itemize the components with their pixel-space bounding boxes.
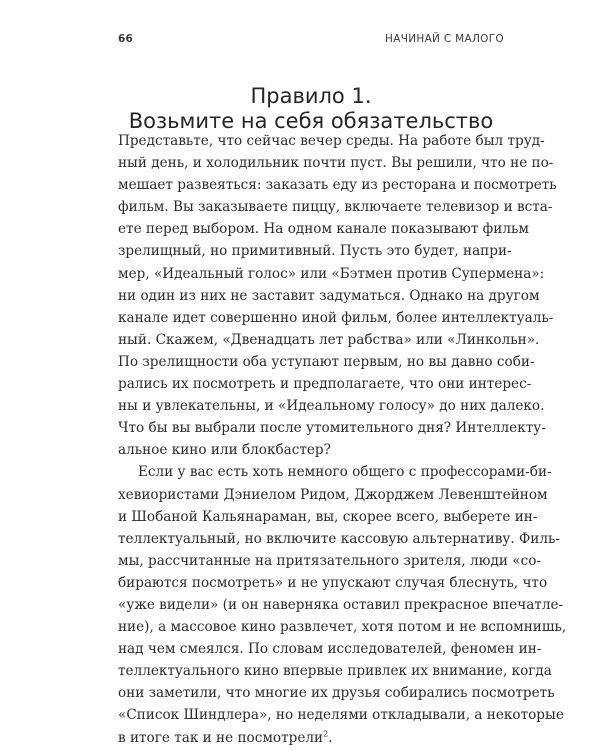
text-line: «Список Шиндлера», но неделями откладывали, а некоторые: [118, 707, 564, 724]
text-line: теллектуального кино впервые привлек их внимание, когда: [118, 663, 552, 680]
page-number: 66: [118, 33, 134, 45]
text-line: канале идет совершенно иной фильм, более интеллектуаль-: [118, 309, 554, 326]
chapter-heading: [118, 84, 504, 134]
text-line: «уже видели» (и он наверняка оставил прекрасное впечатле-: [118, 596, 564, 613]
text-line: ный день, и холодильник почти пуст. Вы решили, что не по-: [118, 155, 554, 172]
text-line: Если у вас есть хоть немного общего с профессорами-би-: [138, 464, 552, 481]
footnote-marker: 2: [323, 729, 329, 738]
text-line: хевиористами Дэниелом Ридом, Джорджем Левенштейном: [118, 486, 548, 503]
text-line: бираются посмотреть» и не упускают случая блеснуть, что: [118, 574, 548, 591]
text-line: рались их посмотреть и предполагаете, что они интерес-: [118, 376, 532, 393]
heading-rule-number: Правило 1.: [250, 84, 372, 108]
text-line: фильм. Вы заказываете пиццу, включаете телевизор и вста-: [118, 199, 553, 216]
paragraph-1: [118, 130, 557, 461]
text-line: Представьте, что сейчас вечер среды. На работе был труд-: [118, 133, 545, 149]
text-line: они заметили, что многие их друзья собирались посмотреть: [118, 685, 555, 702]
final-line-text: в итоге так и не посмотрели: [118, 729, 324, 746]
text-line: ние), а массовое кино развлечет, хотя потом и не вспомнишь,: [118, 619, 567, 636]
text-line: ни один из них не заставит задуматься. Однако на другом: [118, 287, 540, 304]
body-text: [118, 130, 567, 749]
text-line: мы, рассчитанные на притязательного зрителя, люди «со-: [118, 552, 541, 569]
text-line: мешает развеяться: заказать еду из ресторана и посмотреть: [118, 177, 557, 194]
text-line: зрелищный, но примитивный. Пусть это будет, напри-: [118, 243, 512, 260]
text-line-final: [118, 727, 504, 749]
final-period: .: [328, 729, 333, 746]
paragraph-2: [118, 461, 567, 748]
text-line: над чем смеялся. По словам исследователей, феномен ин-: [118, 641, 542, 658]
text-line: теллектуальный, но включите кассовую альтернативу. Филь-: [118, 530, 560, 547]
text-line: и Шобаной Кальянараман, вы, скорее всего, выберете ин-: [118, 508, 538, 525]
book-title: НАЧИНАЙ С МАЛОГО: [385, 33, 504, 45]
heading-rule-title: Возьмите на себя обязательство: [128, 109, 494, 133]
text-line: ете перед выбором. На одном канале показывают фильм: [118, 221, 529, 238]
text-line: ны и увлекательны, и «Идеальному голосу» до них далеко.: [118, 398, 545, 415]
text-line: мер, «Идеальный голос» или «Бэтмен против Супермена»:: [118, 265, 545, 282]
running-header: [118, 33, 504, 49]
text-line: По зрелищности оба уступают первым, но вы давно соби-: [118, 353, 535, 370]
text-line: альное кино или блокбастер?: [118, 442, 331, 459]
text-line: ный. Скажем, «Двенадцать лет рабства» или «Линкольн».: [118, 331, 540, 348]
text-line: Что бы вы выбрали после утомительного дня? Интеллекту-: [118, 420, 546, 437]
